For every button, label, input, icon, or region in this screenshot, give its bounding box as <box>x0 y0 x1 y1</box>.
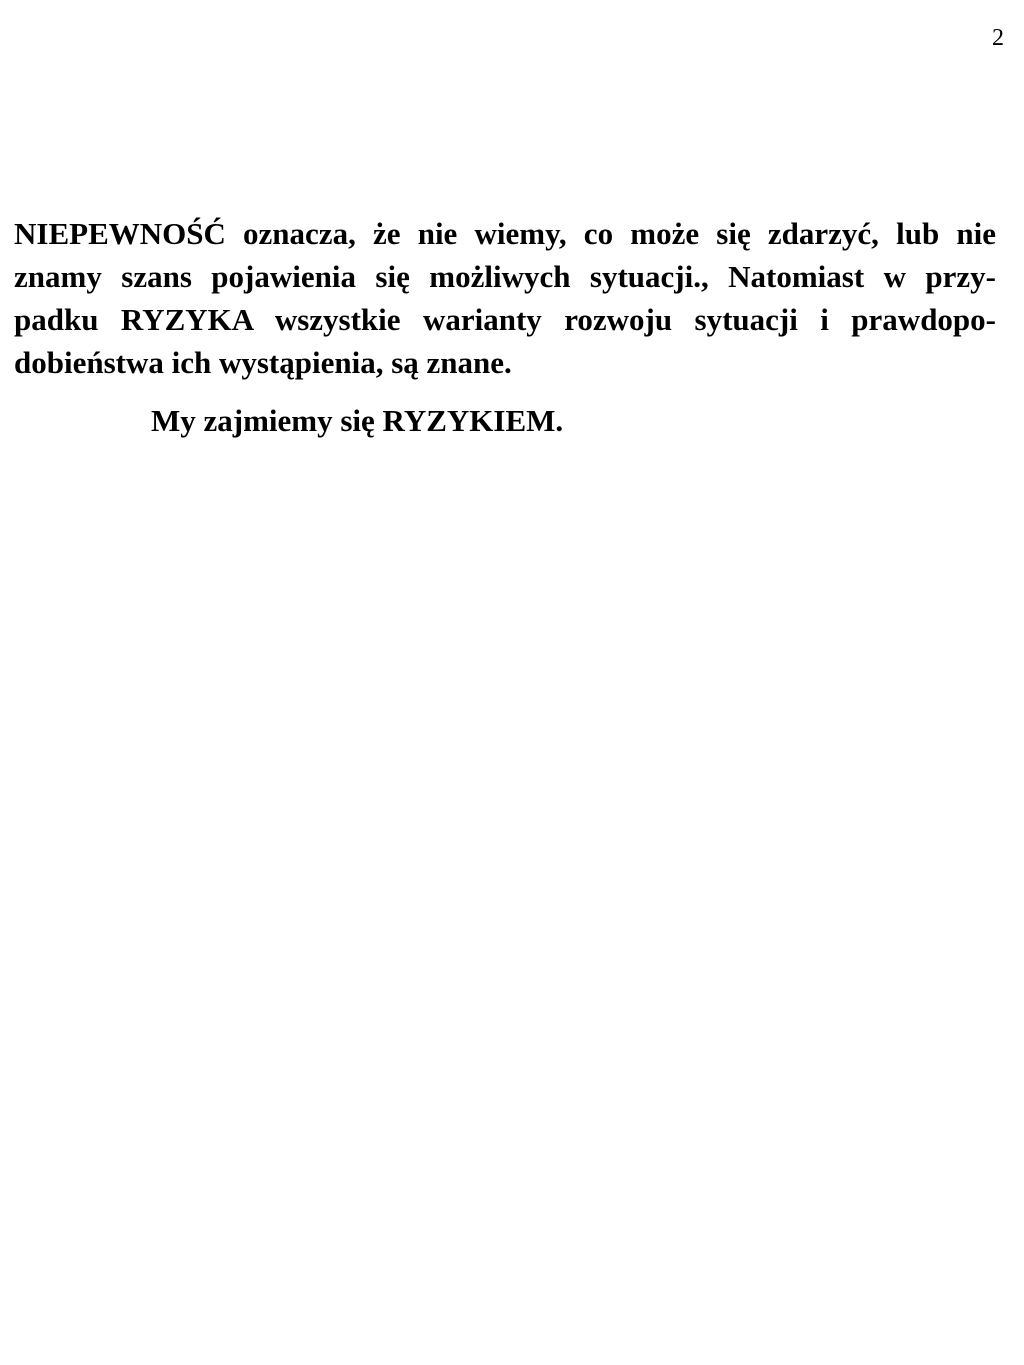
page-number: 2 <box>992 25 1004 51</box>
definition-paragraph <box>14 212 996 384</box>
paragraph-line-2: znamy szans pojawienia się możliwych sytuacji., Natomiast w przy- <box>14 259 996 294</box>
paragraph-line-3: padku RYZYKA wszystkie warianty rozwoju sytuacji i prawdopo- <box>14 302 996 337</box>
closing-statement: My zajmiemy się RYZYKIEM. <box>151 403 564 438</box>
paragraph-line-4: dobieństwa ich wystąpienia, są znane. <box>14 345 512 380</box>
paragraph-line-1: NIEPEWNOŚĆ oznacza, że nie wiemy, co może się zdarzyć, lub nie <box>14 216 996 251</box>
